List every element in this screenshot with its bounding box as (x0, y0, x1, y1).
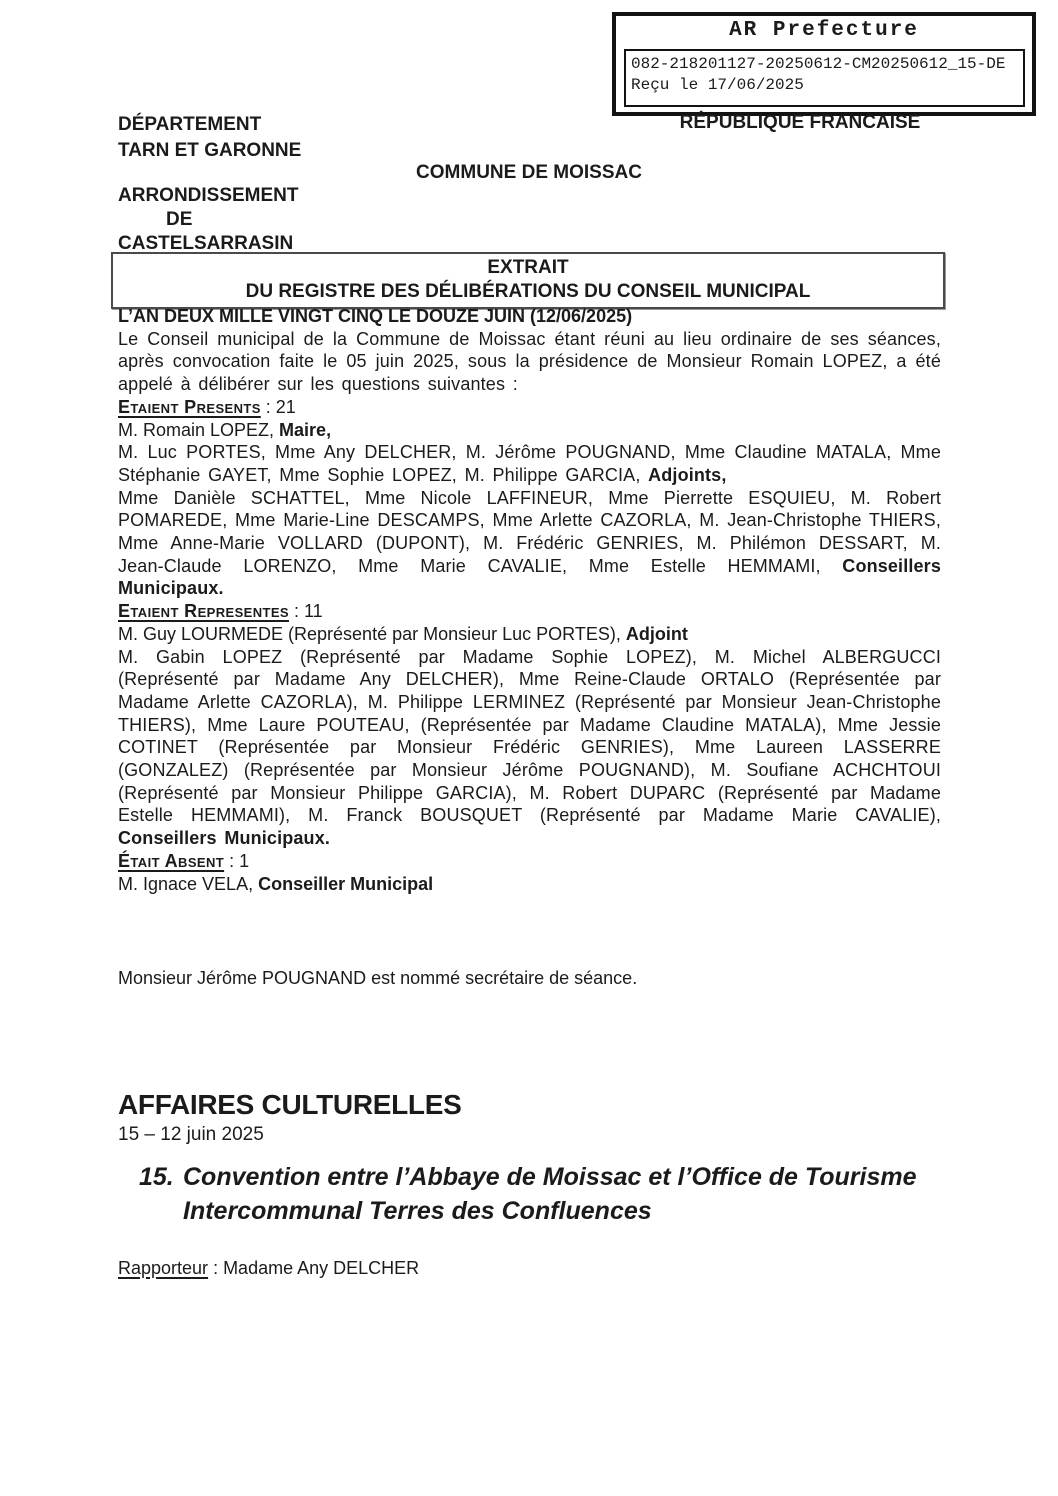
rapporteur-value: : Madame Any DELCHER (208, 1258, 420, 1278)
arrondissement-line1: ARRONDISSEMENT (118, 185, 299, 206)
agenda-item-title: Convention entre l’Abbaye de Moissac et l’Office de Tourisme Intercommunal Terres des Confluences (183, 1163, 917, 1225)
rapporteur-line (118, 1258, 419, 1279)
extrait-box (111, 252, 945, 309)
ar-prefecture-stamp (612, 12, 1036, 116)
section-date: 15 – 12 juin 2025 (118, 1124, 264, 1145)
ar-received-date: Reçu le 17/06/2025 (631, 76, 804, 94)
department-block (118, 112, 301, 164)
adjoint-represented-line: M. Guy LOURMEDE (Représenté par Monsieur Luc PORTES), Adjoint (118, 623, 688, 644)
represented-paragraph: M. Gabin LOPEZ (Représenté par Madame Sophie LOPEZ), M. Michel ALBERGUCCI (Représenté par Madame Any DELCHER), Mme Reine-Claude ORTALO (Représentée par Madame Arlette CAZORLA), M. Philippe LERMINEZ (Représenté par Monsieur Jean-Christophe THIERS), Mme Laure POUTEAU, (Représentée par Madame Claudine MATALA), Mme Jessie COTINET (Représentée par Monsieur Frédéric GENRIES), Mme Laureen LASSERRE (GONZALEZ) (Représentée par Monsieur Jérôme POUGNAND), M. Soufiane ACHCHTOUI (Représenté par Monsieur Philippe GARCIA), M. Robert DUPARC (Représenté par Madame Estelle HEMMAMI), M. Franck BOUSQUET (Représenté par Madame Marie CAVALIE), Conseillers Municipaux. (118, 646, 941, 849)
department-line2: TARN ET GARONNE (118, 140, 302, 161)
republic-label: RÉPUBLIQUE FRANCAISE (679, 112, 921, 133)
agenda-item-number: 15. (139, 1163, 174, 1191)
session-intro-paragraph: Le Conseil municipal de la Commune de Moissac étant réuni au lieu ordinaire de ses séances, après convocation faite le 05 juin 2025, sous la présidence de Monsieur Romain LOPEZ, a été appelé à délibérer sur les questions suivantes : (118, 328, 941, 395)
extrait-title: EXTRAIT (487, 257, 569, 278)
absent-member-line: M. Ignace VELA, Conseiller Municipal (118, 873, 434, 894)
arrondissement-block (118, 184, 299, 256)
arrondissement-line2: DE (166, 209, 193, 230)
arrondissement-line3: CASTELSARRASIN (118, 233, 294, 254)
secretary-line: Monsieur Jérôme POUGNAND est nommé secrétaire de séance. (118, 968, 638, 988)
session-date-heading: L’AN DEUX MILLE VINGT CINQ LE DOUZE JUIN (12/06/2025) (118, 306, 633, 326)
absent-count-line: Était Absent : 1 (118, 850, 250, 871)
adjoints-paragraph: M. Luc PORTES, Mme Any DELCHER, M. Jérôme POUGNAND, Mme Claudine MATALA, Mme Stéphanie GAYET, Mme Sophie LOPEZ, M. Philippe GARCIA, Adjoints, (118, 442, 941, 485)
section-affaires-culturelles (118, 1090, 941, 1228)
ar-prefecture-details (624, 49, 1025, 107)
deliberation-body (118, 305, 941, 895)
represented-count-line: Etaient Representes : 11 (118, 601, 323, 622)
extrait-subtitle: DU REGISTRE DES DÉLIBÉRATIONS DU CONSEIL MUNICIPAL (245, 280, 811, 302)
agenda-item (118, 1160, 941, 1228)
ar-reference-number: 082-218201127-20250612-CM20250612_15-DE (631, 55, 1006, 73)
commune-label: COMMUNE DE MOISSAC (416, 162, 642, 183)
mayor-line: M. Romain LOPEZ, Maire, (118, 419, 332, 440)
rapporteur-label: Rapporteur (118, 1258, 209, 1278)
section-heading: AFFAIRES CULTURELLES (118, 1089, 462, 1120)
conseillers-paragraph: Mme Danièle SCHATTEL, Mme Nicole LAFFINEUR, Mme Pierrette ESQUIEU, M. Robert POMAREDE, Mme Marie-Line DESCAMPS, Mme Arlette CAZORLA, M. Jean-Christophe THIERS, Mme Anne-Marie VOLLARD (DUPONT), M. Frédéric GENRIES, M. Philémon DESSART, M. Jean-Claude LORENZO, Mme Marie CAVALIE, Mme Estelle HEMMAMI, Conseillers Municipaux. (118, 487, 941, 599)
present-count-line: Etaient Presents : 21 (118, 396, 296, 417)
ar-prefecture-title: AR Prefecture (729, 19, 919, 42)
department-line1: DÉPARTEMENT (118, 114, 262, 135)
